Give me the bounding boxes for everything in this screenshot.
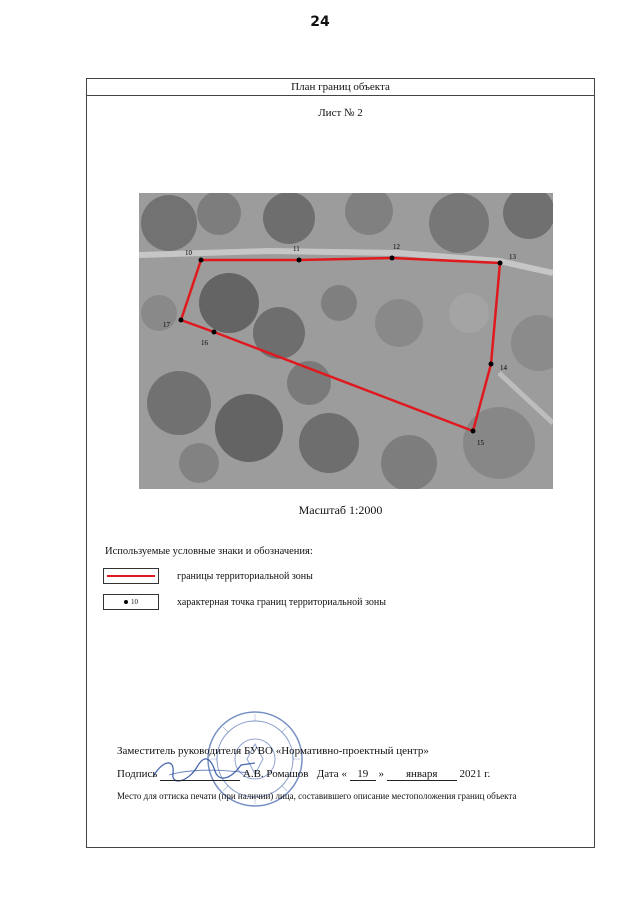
- aerial-map: [139, 193, 553, 489]
- document-frame: [86, 78, 595, 848]
- frame-title: План границ объекта: [87, 79, 594, 96]
- legend-text: границы территориальной зоны: [177, 570, 313, 582]
- point-label: 11: [293, 245, 300, 253]
- date-month: января: [387, 768, 457, 781]
- point-label: 13: [509, 253, 516, 261]
- legend-symbol-box: [103, 594, 159, 610]
- red-line-icon: [107, 575, 155, 577]
- signature-label: Подпись: [117, 768, 158, 780]
- point-label: 16: [201, 339, 208, 347]
- date-year: 2021 г.: [459, 768, 491, 780]
- boundary-point: [212, 330, 217, 335]
- date-close: »: [378, 768, 384, 780]
- point-label: 12: [393, 243, 400, 251]
- date-day: 19: [350, 768, 376, 781]
- signer-name: А.В. Ромашов: [242, 768, 309, 780]
- point-label: 17: [163, 321, 170, 329]
- map-scale: Масштаб 1:2000: [298, 503, 383, 517]
- legend-symbol-box: [103, 568, 159, 584]
- point-label: 10: [185, 249, 192, 257]
- boundary-point: [179, 318, 184, 323]
- stamp-note: Место для оттиска печати (при наличии) лица, составившего описание местоположения границ объекта: [117, 791, 517, 801]
- signer-position: Заместитель руководителя БУВО «Нормативно-проектный центр»: [117, 745, 429, 757]
- boundary-point: [471, 429, 476, 434]
- legend-title: Используемые условные знаки и обозначения:: [105, 546, 313, 557]
- signature-line: [117, 768, 490, 781]
- boundary-point: [390, 256, 395, 261]
- boundary-point: [489, 362, 494, 367]
- page-number: 24: [310, 14, 330, 30]
- legend-point-label: 10: [131, 598, 138, 606]
- point-icon: [124, 598, 138, 606]
- point-label: 14: [500, 364, 507, 372]
- signature-blank: [160, 768, 240, 781]
- sheet-number: Лист № 2: [318, 107, 363, 119]
- legend-item-point: [103, 594, 386, 610]
- legend-text: характерная точка границ территориальной зоны: [177, 596, 386, 608]
- legend-item-boundary: [103, 568, 313, 584]
- boundary-point: [199, 258, 204, 263]
- boundary-point: [498, 261, 503, 266]
- boundary-point: [297, 258, 302, 263]
- date-label: Дата «: [316, 768, 347, 780]
- map-svg: [139, 193, 553, 489]
- point-label: 15: [477, 439, 484, 447]
